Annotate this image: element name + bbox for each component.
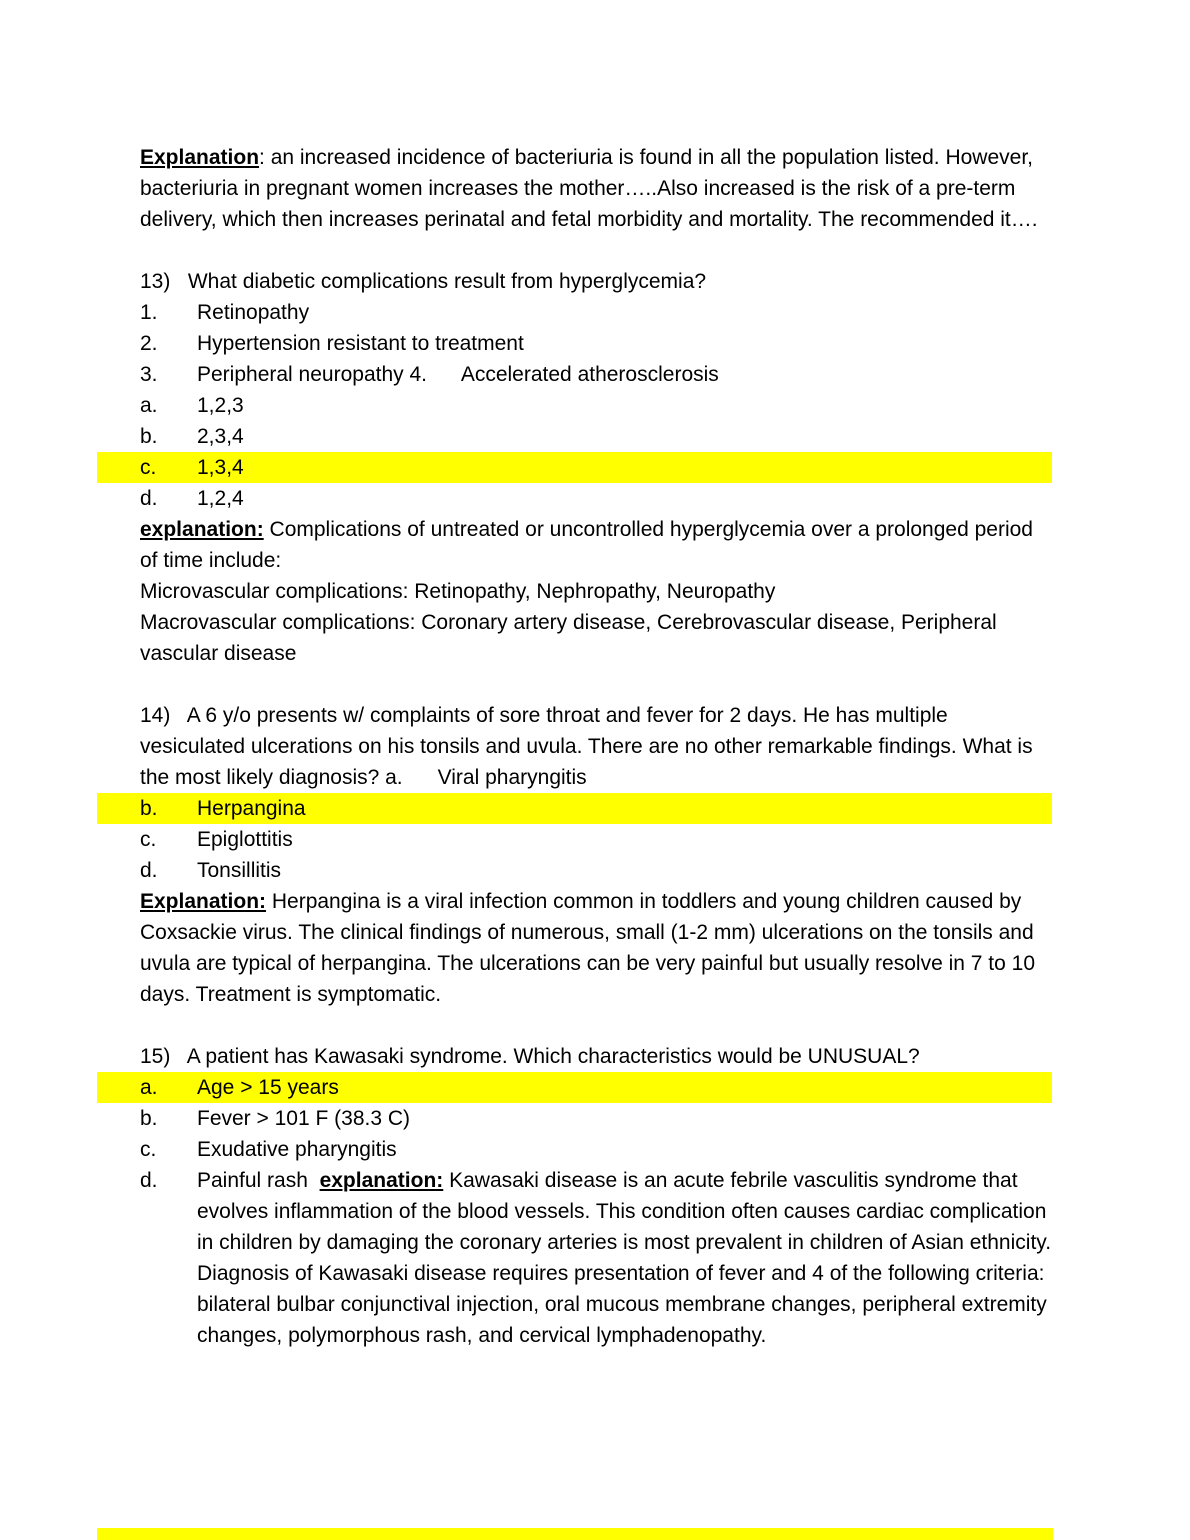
intro-explanation-paragraph — [140, 142, 1052, 235]
document-content — [140, 142, 1057, 1351]
q14-explanation-paragraph — [140, 886, 1052, 1010]
explanation-text: Kawasaki disease is an acute febrile vasculitis syndrome that evolves inflammation of the blood vessels. This condition often causes cardiac complication in children by damaging the coronary arteries is most prevalent in children of Asian ethnicity. Diagnosis of Kawasaki disease requires presentation of fever and 4 of the following criteria: bilateral bulbar conjunctival injection, oral mucous membrane changes, peripheral extremity changes, polymorphous rash, and cervical lymphadenopathy. — [197, 1169, 1057, 1347]
option-marker: d. — [140, 487, 158, 510]
q15-option-d-with-explanation — [140, 1165, 1057, 1351]
explanation-label: explanation: — [319, 1169, 444, 1192]
q13-option-a — [140, 390, 1052, 421]
option-text: Retinopathy — [197, 301, 310, 324]
option-text: Peripheral neuropathy 4. Accelerated atherosclerosis — [197, 363, 719, 386]
q13-item-2 — [140, 328, 1052, 359]
option-text: 1,2,3 — [197, 394, 244, 417]
q13-macrovascular-line: Macrovascular complications: Coronary artery disease, Cerebrovascular disease, Peripheral vascular disease — [140, 611, 1003, 665]
q13-item-3 — [140, 359, 1052, 390]
q15-option-a-highlighted-answer — [97, 1072, 1052, 1103]
q14-option-c — [140, 824, 1052, 855]
q13-option-b — [140, 421, 1052, 452]
option-text — [197, 1165, 1057, 1351]
option-text: Epiglottitis — [197, 828, 293, 851]
option-text: 1,3,4 — [197, 456, 244, 479]
option-marker: d. — [140, 1169, 158, 1192]
q13-option-d — [140, 483, 1052, 514]
blank-line — [140, 235, 1052, 266]
option-marker: 3. — [140, 363, 158, 386]
option-marker: 1. — [140, 301, 158, 324]
option-marker: a. — [140, 1076, 158, 1099]
q13-microvascular-line: Microvascular complications: Retinopathy, Nephropathy, Neuropathy — [140, 580, 776, 603]
option-marker: 2. — [140, 332, 158, 355]
q13-explanation-paragraph — [140, 514, 1052, 576]
q15-option-c — [140, 1134, 1052, 1165]
question-14-text: 14) A 6 y/o presents w/ complaints of sore throat and fever for 2 days. He has multiple vesiculated ulcerations on his tonsils and uvula. There are no other remarkable findings. What is the most likely diagnosis? a. Viral pharyngitis — [140, 704, 1039, 789]
explanation-text: Complications of untreated or uncontrolled hyperglycemia over a prolonged period of time include: — [140, 518, 1039, 572]
blank-line — [140, 1010, 1052, 1041]
q15-option-b — [140, 1103, 1052, 1134]
option-text: Exudative pharyngitis — [197, 1138, 397, 1161]
option-text-pre: Painful rash — [197, 1169, 320, 1192]
explanation-label: Explanation: — [140, 890, 267, 913]
option-marker: b. — [140, 1107, 158, 1130]
explanation-text: : an increased incidence of bacteriuria is found in all the population listed. However, bacteriuria in pregnant women increases the mother…..Also increased is the risk of a pre-term delivery, which then increases perinatal and fetal morbidity and mortality. The recommended it…. — [140, 146, 1039, 231]
option-marker: b. — [140, 425, 158, 448]
q14-option-d — [140, 855, 1052, 886]
option-marker: a. — [140, 394, 158, 417]
explanation-text: Herpangina is a viral infection common in toddlers and young children caused by Coxsackie virus. The clinical findings of numerous, small (1-2 mm) ulcerations on the tonsils and uvula are typical of herpangina. The ulcerations can be very painful but usually resolve in 7 to 10 days. Treatment is symptomatic. — [140, 890, 1041, 1006]
option-marker: c. — [140, 1138, 157, 1161]
option-text: Fever > 101 F (38.3 C) — [197, 1107, 411, 1130]
q13-item-1 — [140, 297, 1052, 328]
option-marker: d. — [140, 859, 158, 882]
option-marker: b. — [140, 797, 158, 820]
option-text: 1,2,4 — [197, 487, 244, 510]
explanation-label: explanation: — [140, 518, 264, 541]
q13-option-c-highlighted-answer — [97, 452, 1052, 483]
option-text: Herpangina — [197, 797, 306, 820]
option-text: Tonsillitis — [197, 859, 282, 882]
option-text: Age > 15 years — [197, 1076, 339, 1099]
q14-option-b-highlighted-answer — [97, 793, 1052, 824]
question-13-text: 13) What diabetic complications result from hyperglycemia? — [140, 270, 707, 293]
option-text: 2,3,4 — [197, 425, 244, 448]
blank-line — [140, 669, 1052, 700]
partial-highlight-bar — [97, 1528, 1053, 1540]
question-15-text: 15) A patient has Kawasaki syndrome. Which characteristics would be UNUSUAL? — [140, 1045, 920, 1068]
option-text: Hypertension resistant to treatment — [197, 332, 524, 355]
option-marker: c. — [140, 456, 157, 479]
explanation-label: Explanation — [140, 146, 260, 169]
option-marker: c. — [140, 828, 157, 851]
